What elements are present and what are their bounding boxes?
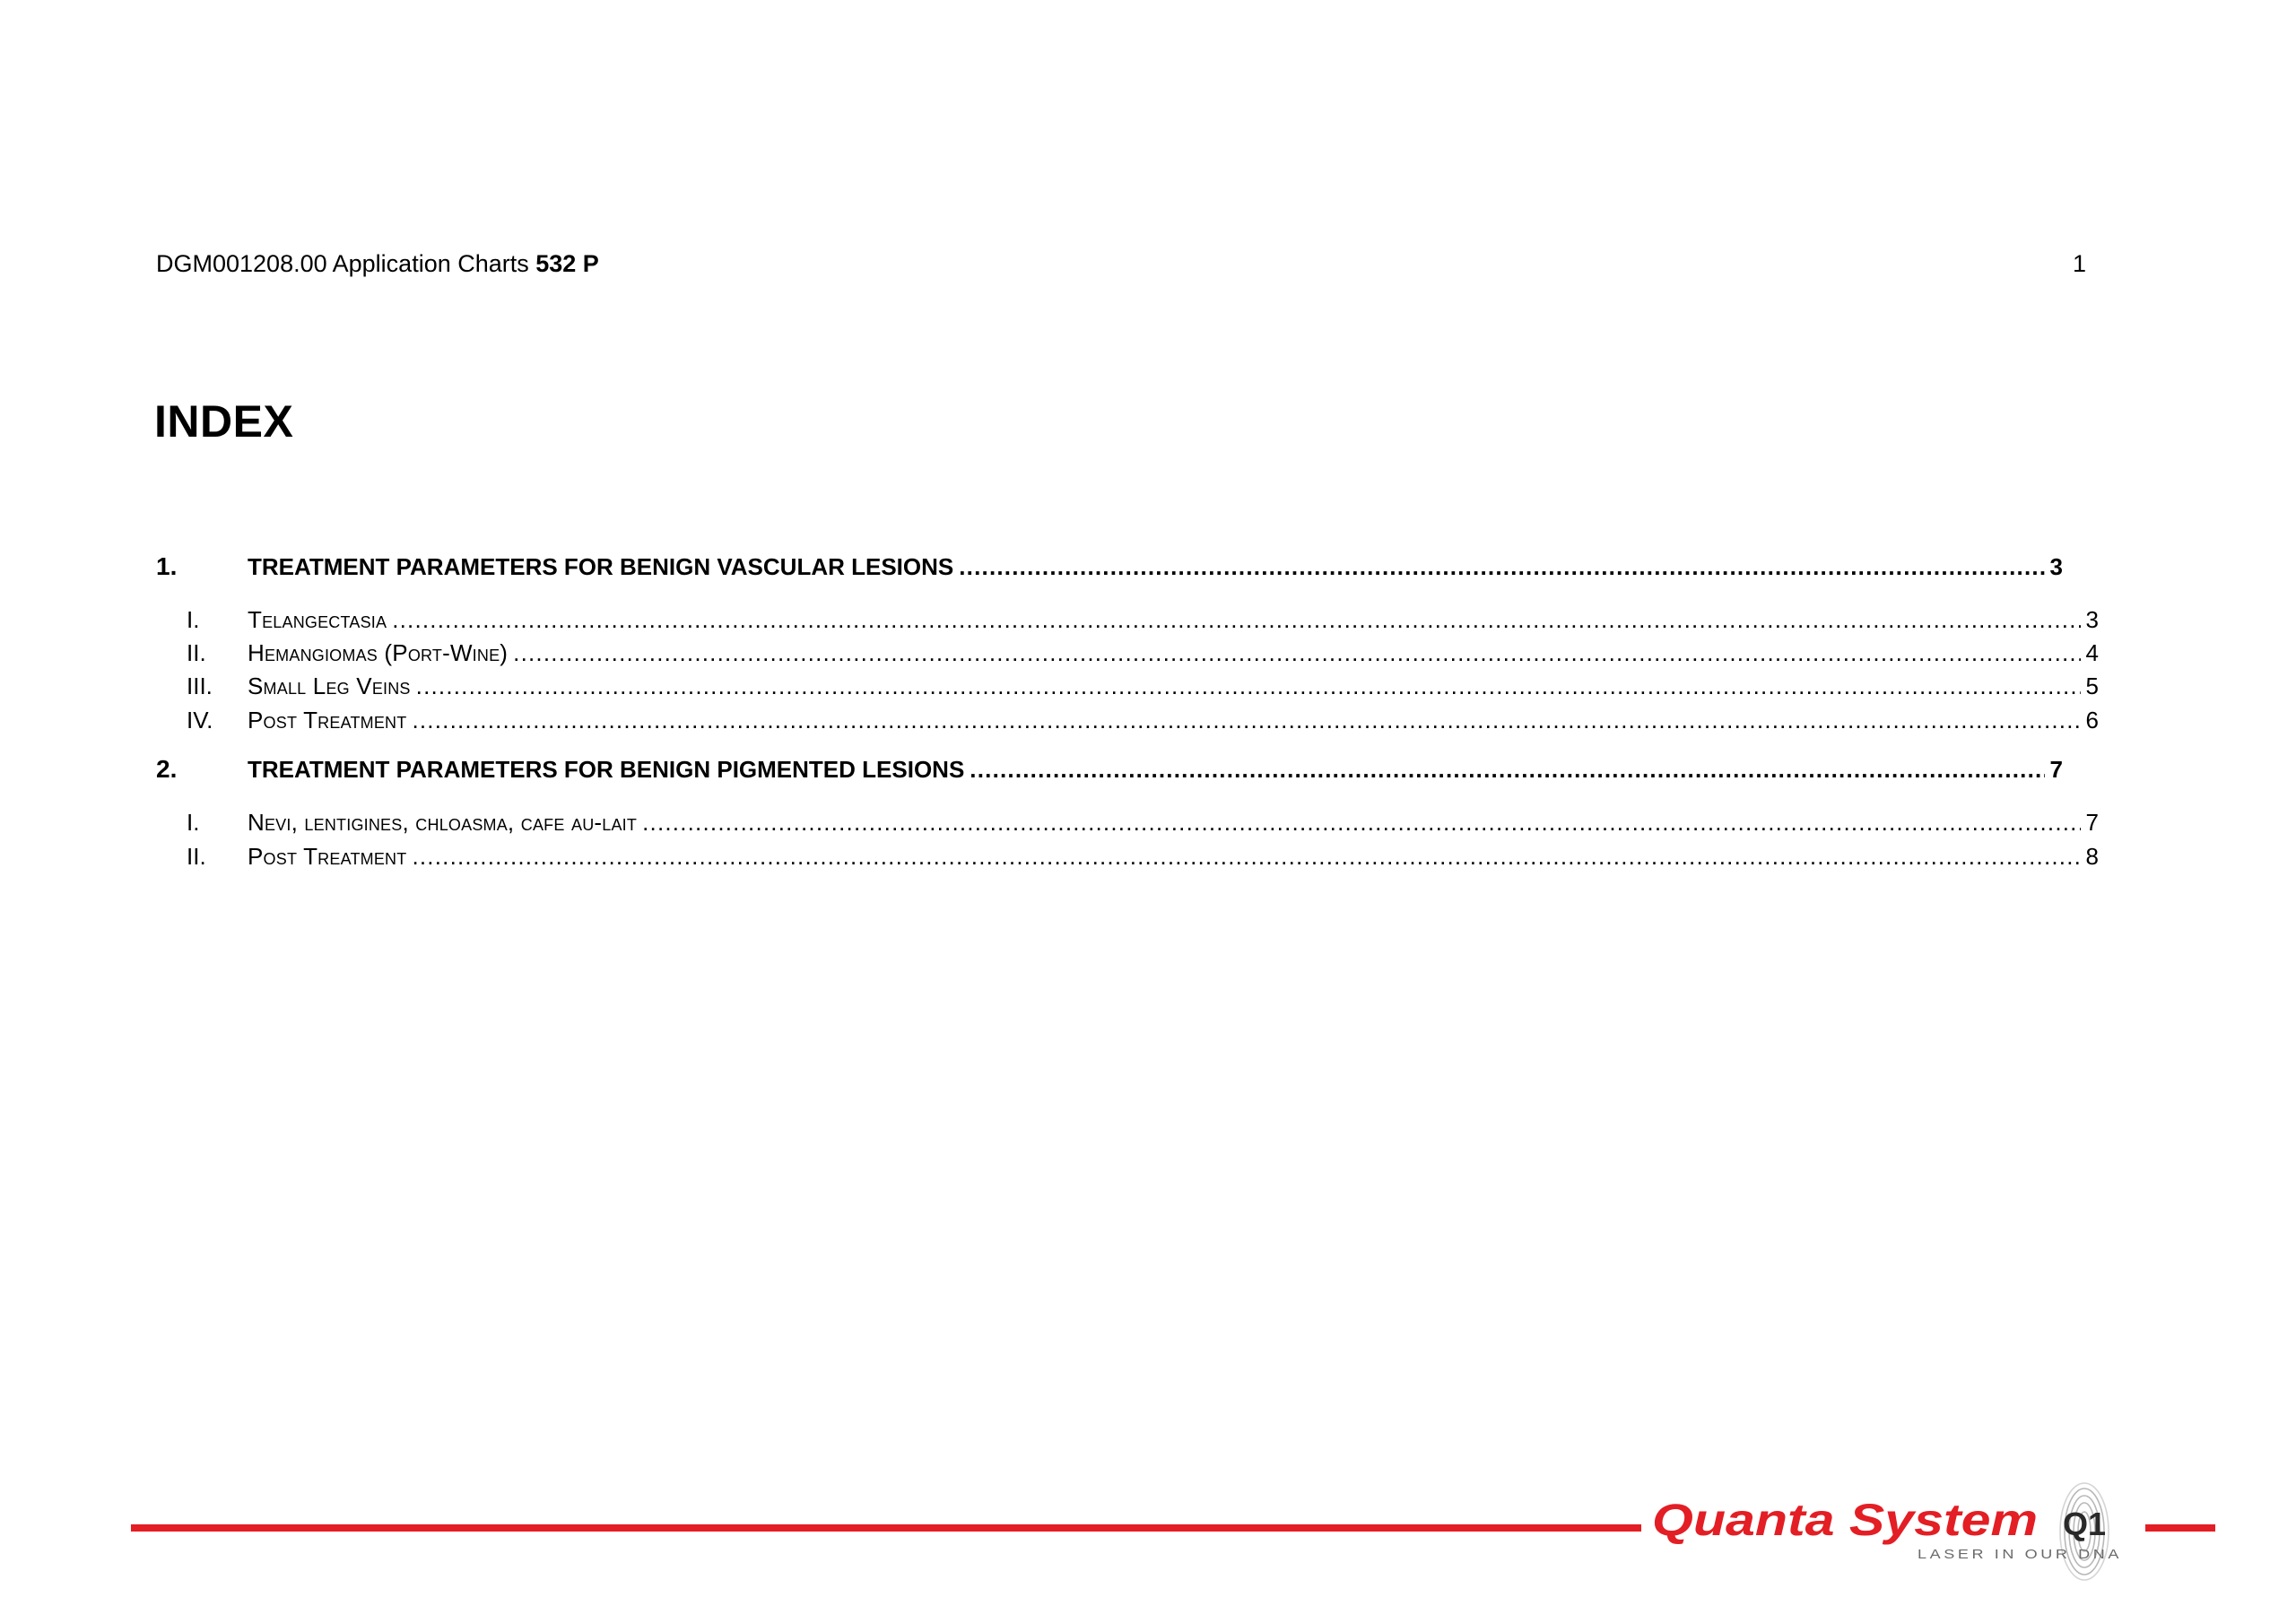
toc-page-number: 3 <box>2085 606 2099 633</box>
page-title: INDEX <box>154 396 294 447</box>
toc-item-number: I. <box>187 809 200 836</box>
toc-section-number: 2. <box>156 755 178 783</box>
toc-item-label: Post Treatment <box>248 707 407 733</box>
toc-dot-leader <box>412 843 2080 871</box>
page-number: 1 <box>2072 250 2086 277</box>
toc-item-label: Nevi, lentigines, chloasma, cafe au-lait <box>248 809 638 836</box>
toc-section-2[interactable] <box>156 755 2063 791</box>
document-reference: DGM001208.00 Application Charts 532 P <box>156 250 599 277</box>
toc-section-1[interactable] <box>156 552 2063 588</box>
quanta-system-logo <box>1648 1478 2138 1584</box>
toc-item-label: Small Leg Veins <box>248 673 411 699</box>
toc-section-label: TREATMENT PARAMETERS FOR BENIGN VASCULAR LESIONS <box>248 553 954 580</box>
toc-page-number: 6 <box>2085 707 2099 733</box>
toc-item-telangectasia[interactable] <box>156 606 2099 637</box>
toc-dot-leader <box>513 639 2080 667</box>
toc-dot-leader <box>412 707 2080 734</box>
toc-item-number: III. <box>187 673 213 699</box>
toc-item-number: I. <box>187 606 200 633</box>
toc-section-number: 1. <box>156 552 178 580</box>
toc-item-hemangiomas[interactable] <box>156 639 2099 670</box>
toc-page-number: 7 <box>2049 756 2063 783</box>
toc-dot-leader <box>392 606 2080 634</box>
toc-page-number: 7 <box>2085 809 2099 836</box>
toc-item-post-treatment[interactable] <box>156 707 2099 737</box>
toc-page-number: 8 <box>2085 843 2099 870</box>
footer-rule-left <box>131 1524 1641 1532</box>
footer-rule-right <box>2145 1524 2215 1532</box>
toc-dot-leader <box>642 809 2080 837</box>
toc-item-label: Post Treatment <box>248 843 407 870</box>
toc-page-number: 4 <box>2085 639 2099 666</box>
toc-item-small-leg-veins[interactable] <box>156 673 2099 703</box>
toc-page-number: 5 <box>2085 673 2099 699</box>
toc-page-number: 3 <box>2049 553 2063 580</box>
page-header <box>156 246 2086 282</box>
toc-item-nevi[interactable] <box>156 809 2099 839</box>
toc-item-post-treatment-2[interactable] <box>156 843 2099 873</box>
logo-tagline-text: LASER IN OUR DNA <box>1918 1547 2122 1562</box>
logo-mark-text: Q1 <box>2063 1506 2107 1542</box>
toc-item-number: II. <box>187 843 206 870</box>
document-model: 532 P <box>535 250 599 277</box>
toc-dot-leader <box>959 553 2044 581</box>
toc-item-label: Telangectasia <box>248 606 387 633</box>
toc-item-number: IV. <box>187 707 213 733</box>
toc-section-label: TREATMENT PARAMETERS FOR BENIGN PIGMENTED LESIONS <box>248 756 965 783</box>
toc-item-number: II. <box>187 639 206 666</box>
toc-dot-leader <box>970 756 2044 784</box>
toc-dot-leader <box>416 673 2081 700</box>
toc-item-label: Hemangiomas (Port-Wine) <box>248 639 509 666</box>
logo-brand-text: Quanta System <box>1652 1495 2038 1545</box>
